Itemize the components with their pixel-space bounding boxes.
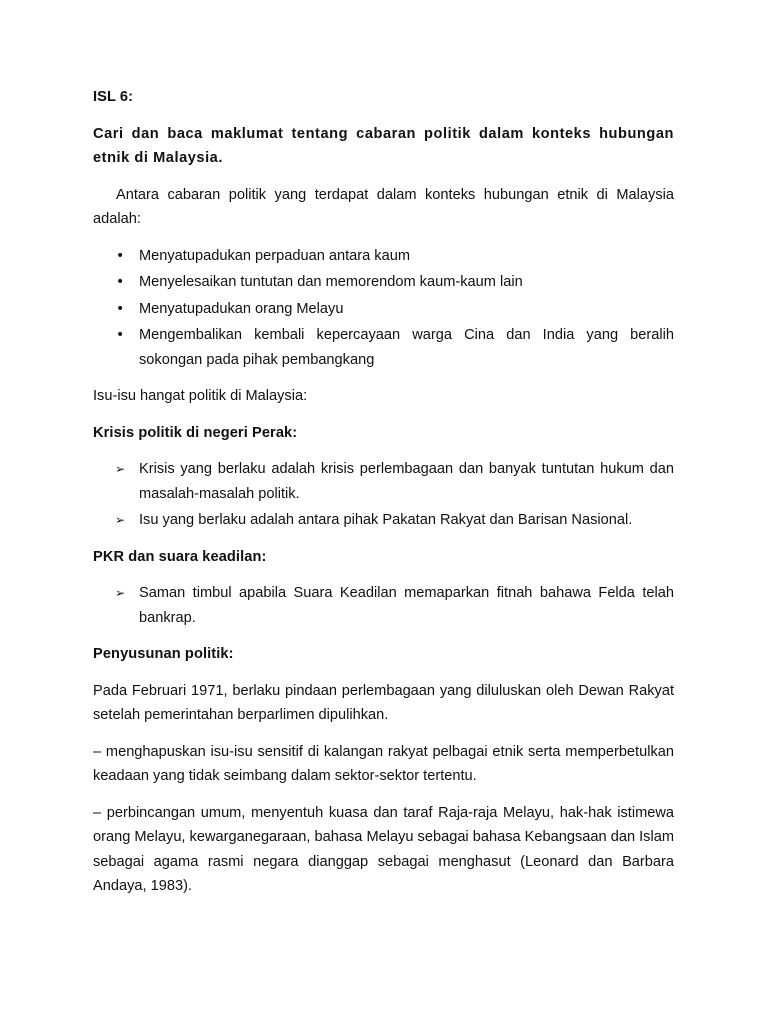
section-heading-pkr: PKR dan suara keadilan: (93, 548, 267, 565)
list-item-text: Menyatupadukan perpaduan antara kaum (139, 247, 410, 264)
list-item-text: Krisis yang berlaku adalah krisis perlembagaan dan banyak tuntutan hukum dan masalah-masalah politik. (139, 461, 674, 502)
list-item-text: Mengembalikan kembali kepercayaan warga Cina dan India yang beralih sokongan pada pihak pembangkang (139, 327, 674, 368)
paragraph-penyusunan-2: – menghapuskan isu-isu sensitif di kalangan rakyat pelbagai etnik serta memperbetulkan keadaan yang tidak seimbang dalam sektor-sektor tertentu. (93, 743, 674, 784)
arrow-bullet-icon: ➢ (115, 513, 126, 527)
list-item (93, 323, 674, 372)
bullet-icon: • (116, 247, 125, 264)
section-heading-penyusunan: Penyusunan politik: (93, 646, 234, 662)
arrow-bullet-icon: ➢ (115, 462, 126, 476)
list-item (93, 508, 674, 533)
document-page (93, 85, 674, 911)
bullet-icon: • (116, 274, 125, 290)
list-item (93, 244, 674, 269)
intro-paragraph: Antara cabaran politik yang terdapat dalam konteks hubungan etnik di Malaysia adalah: (93, 186, 674, 227)
document-title: ISL 6: (93, 89, 134, 105)
list-item (93, 457, 674, 506)
bullet-icon: • (116, 300, 125, 317)
bullet-icon: • (116, 327, 125, 343)
arrow-bullet-icon: ➢ (115, 586, 126, 600)
list-item (93, 297, 674, 322)
task-heading: Cari dan baca maklumat tentang cabaran politik dalam konteks hubungan etnik di Malaysia. (93, 125, 674, 166)
list-item (93, 581, 674, 630)
section-heading-perak: Krisis politik di negeri Perak: (93, 424, 298, 441)
list-item-text: Isu yang berlaku adalah antara pihak Pakatan Rakyat dan Barisan Nasional. (139, 512, 633, 528)
list-item-text: Menyatupadukan orang Melayu (139, 300, 344, 317)
issues-intro: Isu-isu hangat politik di Malaysia: (93, 388, 308, 404)
list-item (93, 270, 674, 295)
paragraph-penyusunan-3: – perbincangan umum, menyentuh kuasa dan taraf Raja-raja Melayu, hak-hak istimewa orang Melayu, kewarganegaraan, bahasa Melayu sebagai bahasa Kebangsaan dan Islam sebagai agama rasmi negara dianggap sebagai menghasut (Leonard dan Barbara Andaya, 1983). (93, 804, 674, 894)
paragraph-penyusunan-1: Pada Februari 1971, berlaku pindaan perlembagaan yang diluluskan oleh Dewan Rakyat setelah pemerintahan berparlimen dipulihkan. (93, 682, 674, 723)
perak-list (93, 457, 674, 533)
list-item-text: Menyelesaikan tuntutan dan memorendom kaum-kaum lain (139, 274, 523, 290)
challenges-list (93, 244, 674, 373)
list-item-text: Saman timbul apabila Suara Keadilan memaparkan fitnah bahawa Felda telah bankrap. (139, 585, 674, 626)
pkr-list (93, 581, 674, 630)
